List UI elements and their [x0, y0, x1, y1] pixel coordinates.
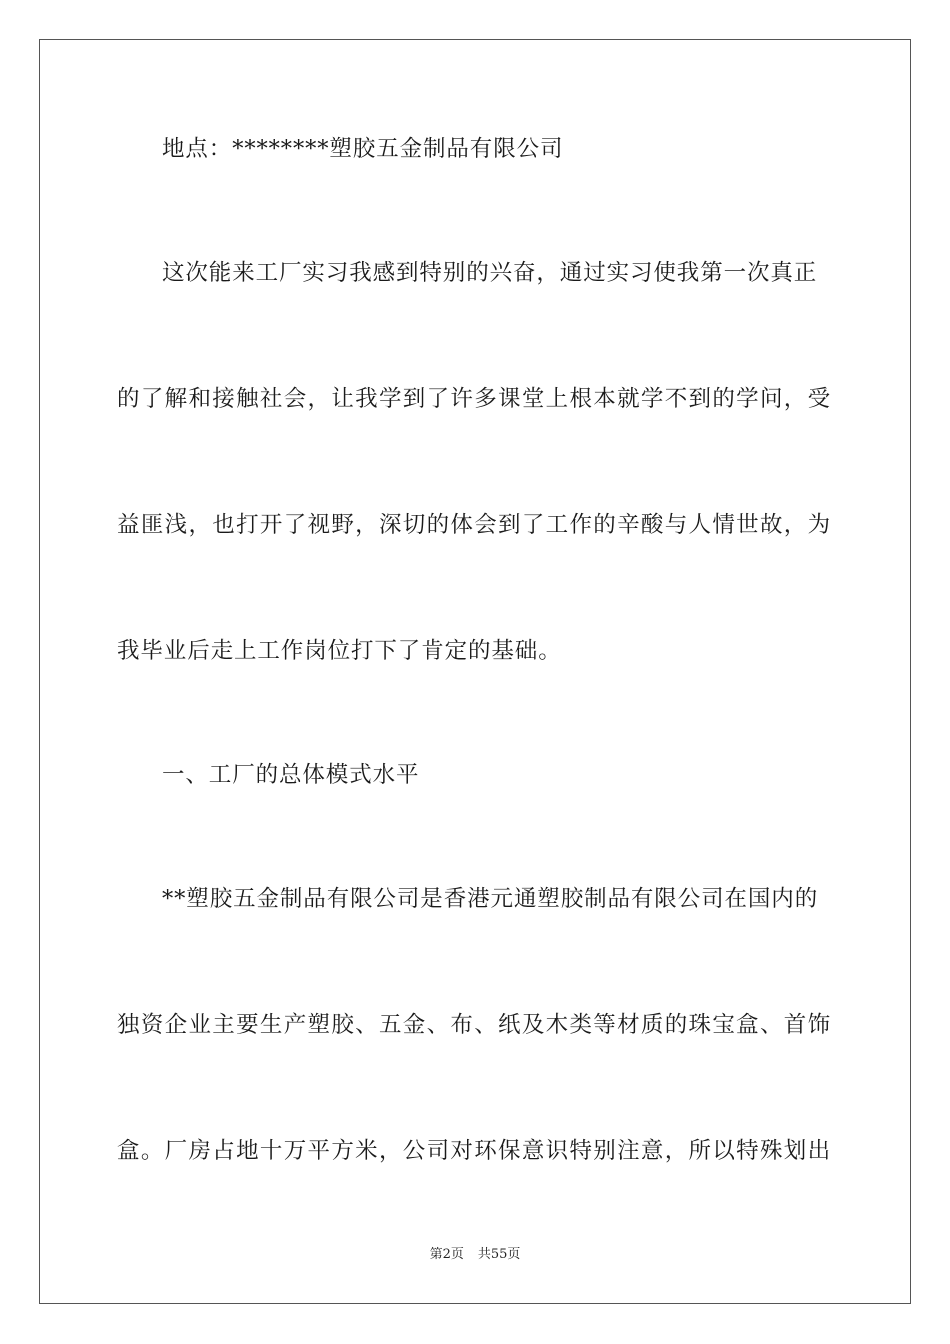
location-line: 地点：********塑胶五金制品有限公司: [162, 136, 564, 162]
paragraph-1-line-4: 我毕业后走上工作岗位打下了肯定的基础。: [117, 638, 562, 664]
paragraph-1-line-1: 这次能来工厂实习我感到特别的兴奋，通过实习使我第一次真正: [162, 260, 818, 286]
paragraph-2-line-1: **塑胶五金制品有限公司是香港元通塑胶制品有限公司在国内的: [162, 886, 819, 912]
total-pages: 共55页: [477, 1247, 521, 1262]
page-footer: [0, 1246, 950, 1264]
page-number: 第2页: [429, 1247, 464, 1262]
section-heading: 一、工厂的总体模式水平: [162, 762, 420, 788]
paragraph-1-line-2: 的了解和接触社会，让我学到了许多课堂上根本就学不到的学问，受: [117, 386, 831, 412]
paragraph-2-line-2: 独资企业主要生产塑胶、五金、布、纸及木类等材质的珠宝盒、首饰: [117, 1012, 831, 1038]
paragraph-1-line-3: 益匪浅，也打开了视野，深切的体会到了工作的辛酸与人情世故，为: [117, 512, 831, 538]
paragraph-2-line-3: 盒。厂房占地十万平方米，公司对环保意识特别注意，所以特殊划出: [117, 1138, 831, 1164]
page-border: [39, 39, 911, 1304]
